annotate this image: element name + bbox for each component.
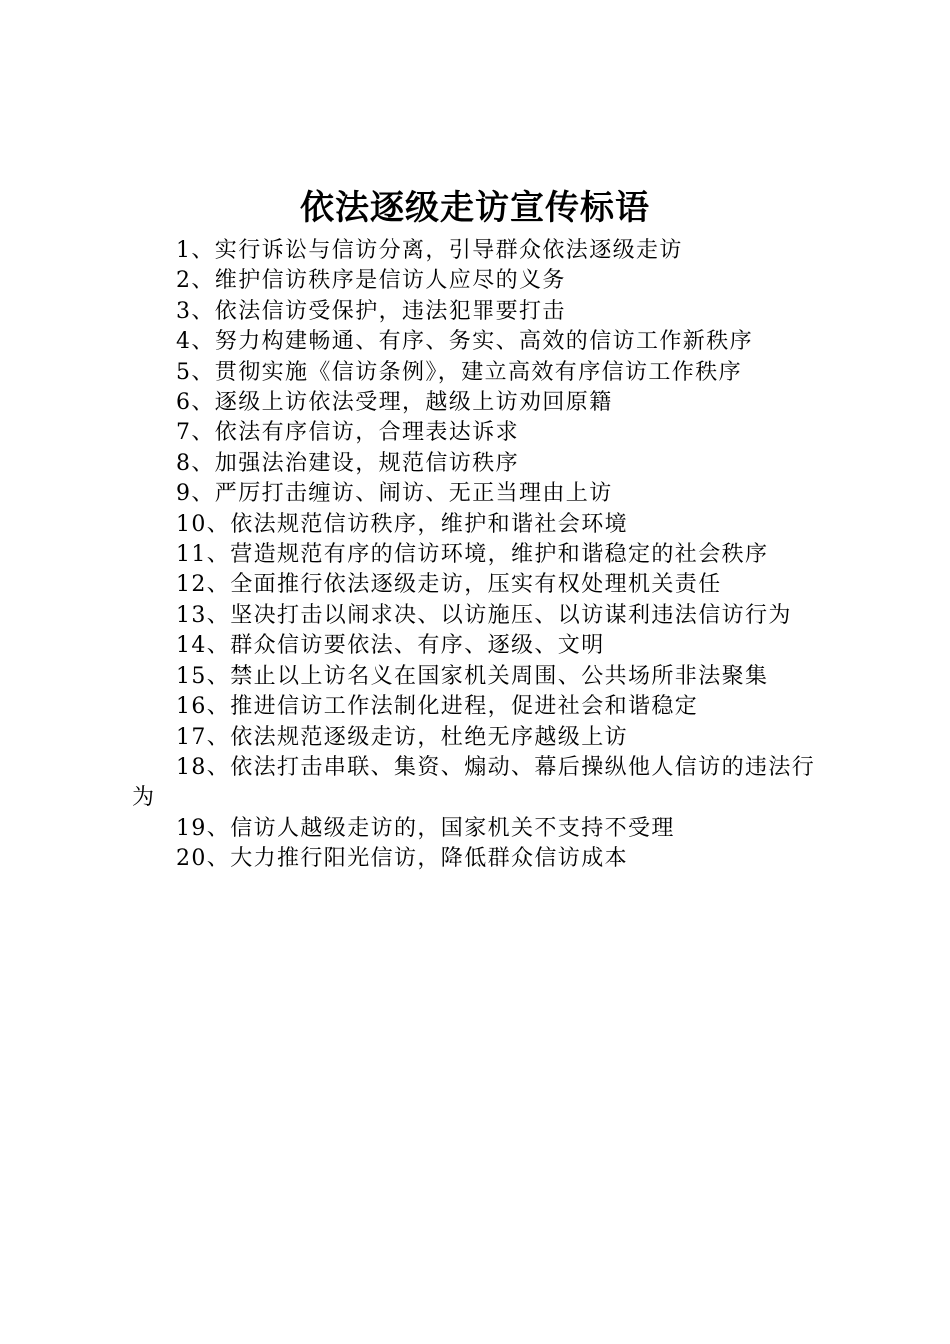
list-item: 13、坚决打击以闹求决、以访施压、以访谋利违法信访行为 [176,602,792,628]
list-item: 11、营造规范有序的信访环境，维护和谐稳定的社会秩序 [176,542,769,568]
list-item: 12、全面推行依法逐级走访，压实有权处理机关责任 [176,572,722,598]
list-item: 18、依法打击串联、集资、煽动、幕后操纵他人信访的违法行为 [132,754,816,811]
list-item: 5、贯彻实施《信访条例》，建立高效有序信访工作秩序 [176,359,742,385]
slogan-list [132,236,834,875]
list-item: 8、加强法治建设，规范信访秩序 [176,450,519,476]
list-item: 6、逐级上访依法受理，越级上访劝回原籍 [176,390,613,416]
document-title: 依法逐级走访宣传标语 [300,188,650,228]
list-item: 17、依法规范逐级走访，杜绝无序越级上访 [176,724,628,750]
list-item: 20、大力推行阳光信访，降低群众信访成本 [176,846,628,872]
list-item: 10、依法规范信访秩序，维护和谐社会环境 [176,511,628,537]
list-item: 1、实行诉讼与信访分离，引导群众依法逐级走访 [176,238,683,263]
list-item: 7、依法有序信访，合理表达诉求 [176,420,519,446]
list-item: 14、群众信访要依法、有序、逐级、文明 [176,633,605,659]
list-item: 19、信访人越级走访的，国家机关不支持不受理 [176,815,675,841]
list-item: 3、依法信访受保护，违法犯罪要打击 [176,298,566,324]
list-item: 15、禁止以上访名义在国家机关周围、公共场所非法聚集 [176,663,769,689]
list-item: 2、维护信访秩序是信访人应尽的义务 [176,268,566,294]
list-item: 9、严厉打击缠访、闹访、无正当理由上访 [176,481,613,507]
list-item: 4、努力构建畅通、有序、务实、高效的信访工作新秩序 [176,329,753,355]
list-item: 16、推进信访工作法制化进程，促进社会和谐稳定 [176,694,699,720]
